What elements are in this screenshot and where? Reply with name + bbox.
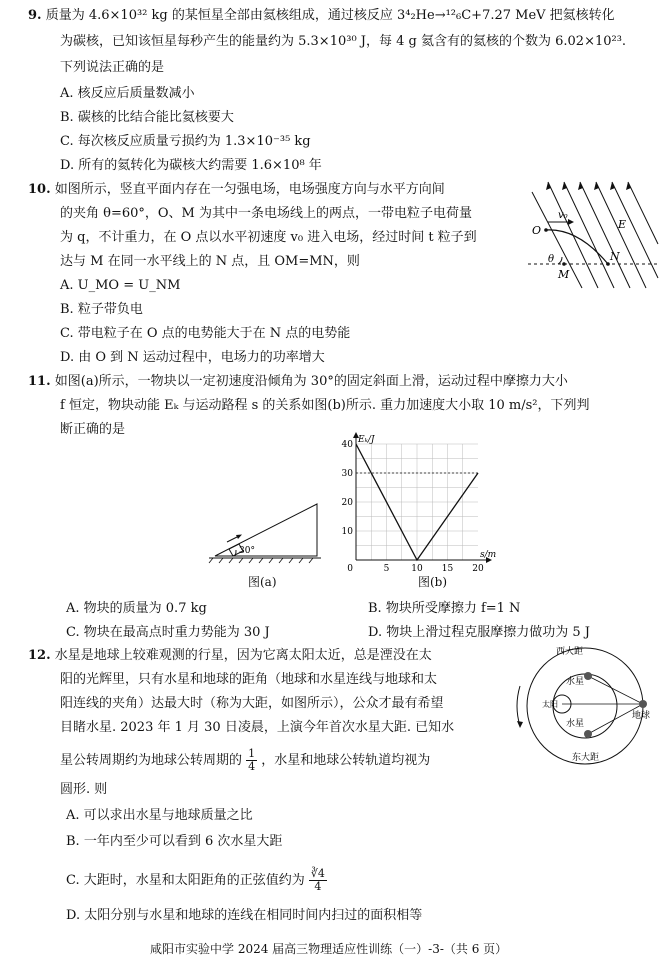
field-arrowheads	[546, 182, 631, 190]
label-mercury-2: 水星	[566, 719, 585, 729]
q11-option-a: A. 物块的质量为 0.7 kg	[66, 601, 207, 616]
orbit-figure	[510, 646, 660, 768]
label-east-elongation: 东大距	[572, 753, 600, 763]
x-tick-label: 15	[441, 564, 454, 574]
fig-a-caption: 图(a)	[248, 575, 277, 589]
q11-option-c: C. 物块在最高点时重力势能为 30 J	[66, 625, 270, 640]
q12-option-a: A. 可以求出水星与地球质量之比	[66, 808, 253, 823]
q10-line1	[28, 182, 445, 198]
label-n: N	[610, 250, 620, 263]
q10-line4: 达与 M 在同一水平线上的 N 点，且 OM=MN，则	[60, 254, 360, 269]
q12-option-b: B. 一年内至少可以看到 6 次水星大距	[66, 834, 283, 849]
angle-label: 30°	[239, 546, 255, 556]
x-tick-label: 20	[472, 564, 484, 574]
particle-trajectory	[546, 230, 608, 264]
v0-arrowhead	[568, 219, 574, 225]
q11-option-b: B. 物块所受摩擦力 f=1 N	[368, 601, 521, 616]
q9-line1	[28, 8, 615, 24]
ek-s-chart	[338, 432, 518, 576]
point-m	[562, 262, 566, 266]
q10-number: 10.	[28, 182, 51, 197]
q10-option-b: B. 粒子带负电	[60, 302, 143, 317]
label-sun: 太阳	[542, 700, 558, 709]
x-tick-label: 10	[411, 564, 423, 574]
west-elongation-line	[588, 676, 643, 704]
q10-line2: 的夹角 θ=60°，O、M 为其中一条电场线上的两点，一带电粒子电荷量	[60, 206, 472, 221]
ground-hatch	[209, 558, 313, 563]
label-v0: v₀	[558, 210, 568, 221]
point-o	[544, 228, 548, 232]
q11-text-1: 如图(a)所示，一物块以一定初速度沿倾角为 30°的固定斜面上滑，运动过程中摩擦力大小	[54, 374, 568, 389]
origin-label: 0	[347, 564, 353, 574]
q10-option-d: D. 由 O 到 N 运动过程中，电场力的功率增大	[60, 350, 325, 365]
q12-line3: 阳连线的夹角）达最大时（称为大距，如图所示），公众才最有希望	[60, 696, 444, 711]
orbit-direction-arrow	[517, 686, 520, 726]
q12-text-1: 水星是地球上较难观测的行星，因为它离太阳太近，总是湮没在太	[54, 648, 432, 663]
label-m: M	[558, 268, 570, 281]
mercury-east	[584, 730, 592, 738]
q12-option-c-fraction	[309, 868, 327, 893]
q10-line3: 为 q，不计重力，在 O 点以水平初速度 v₀ 进入电场，经过时间 t 粒子到	[60, 230, 477, 245]
q9-option-d: D. 所有的氦转化为碳核大约需要 1.6×10⁸ 年	[60, 158, 322, 173]
q11-line2: f 恒定，物块动能 Eₖ 与运动路程 s 的关系如图(b)所示. 重力加速度大小取 10 m/s²，下列判	[60, 398, 590, 413]
q11-line3: 断正确的是	[60, 422, 126, 437]
q12-fraction	[246, 748, 257, 773]
earth	[639, 700, 647, 708]
y-tick-label: 30	[341, 469, 353, 479]
y-tick-label: 40	[341, 440, 353, 450]
q12-frac-num: 1	[248, 747, 256, 760]
q9-number: 9.	[28, 8, 42, 23]
label-mercury-1: 水星	[566, 677, 585, 687]
orbit-direction-arrowhead	[517, 721, 523, 728]
q12-text-5b: ，水星和地球公转轨道均视为	[261, 753, 431, 769]
incline-figure	[205, 500, 323, 564]
y-axis-label: Eₖ/J	[358, 435, 375, 445]
q11-number: 11.	[28, 374, 51, 389]
label-o: O	[532, 224, 542, 237]
label-theta: θ	[548, 254, 555, 265]
q12-text-5a: 星公转周期约为地球公转周期的	[60, 753, 243, 769]
q10-text-1: 如图所示，竖直平面内存在一匀强电场，电场强度方向与水平方向间	[54, 182, 445, 197]
q9-line2: 为碳核，已知该恒星每秒产生的能量约为 5.3×10³⁰ J，每 4 g 氦含有的氦核的个数为 6.02×10²³.	[60, 34, 627, 49]
q12-line2: 阳的光辉里，只有水星和地球的距角（地球和水星连线与地球和太	[60, 672, 438, 687]
q12-line6: 圆形. 则	[60, 782, 108, 797]
q12-line1	[28, 648, 432, 664]
x-tick-label: 5	[383, 564, 390, 574]
q12-option-c-root: ∛4	[310, 867, 325, 880]
velocity-arrowhead	[236, 535, 242, 540]
field-lines	[532, 182, 658, 288]
q10-field-figure	[528, 178, 660, 296]
q9-option-b: B. 碳核的比结合能比氦核要大	[60, 110, 234, 125]
theta-arc	[558, 257, 562, 264]
q12-option-c	[66, 868, 327, 893]
fig-b-caption: 图(b)	[418, 575, 448, 589]
q11-line1	[28, 374, 568, 390]
q12-option-c-den: 4	[314, 880, 322, 894]
q10-option-c: C. 带电粒子在 O 点的电势能大于在 N 点的电势能	[60, 326, 351, 341]
label-e: E	[618, 218, 627, 231]
q9-text-1: 质量为 4.6×10³² kg 的某恒星全部由氦核组成，通过核反应 3⁴₂He→¹²₆C+7.27 MeV 把氦核转化	[45, 8, 615, 23]
q10-option-a: A. U_MO = U_NM	[60, 278, 181, 293]
q12-number: 12.	[28, 648, 51, 663]
q9-line3: 下列说法正确的是	[60, 60, 165, 75]
q12-option-d: D. 太阳分别与水星和地球的连线在相同时间内扫过的面积相等	[66, 908, 423, 923]
mercury-west	[584, 672, 592, 680]
label-earth: 地球	[632, 711, 651, 721]
y-tick-label: 20	[341, 498, 353, 508]
q12-line4: 目睹水星. 2023 年 1 月 30 日凌晨，上演今年首次水星大距. 已知水	[60, 720, 455, 735]
page-footer: 咸阳市实验中学 2024 届高三物理适应性训练（一）-3-（共 6 页）	[150, 942, 508, 956]
q12-line5	[60, 748, 430, 773]
q12-option-c-text: C. 大距时，水星和太阳距角的正弦值约为	[66, 873, 305, 889]
x-axis-label: s/m	[480, 550, 497, 560]
q9-option-a: A. 核反应后质量数减小	[60, 86, 195, 101]
q12-frac-den: 4	[248, 760, 256, 774]
q11-option-d: D. 物块上滑过程克服摩擦力做功为 5 J	[368, 625, 590, 640]
q9-option-c: C. 每次核反应质量亏损约为 1.3×10⁻³⁵ kg	[60, 134, 311, 149]
y-tick-label: 10	[341, 527, 353, 537]
label-west-elongation: 西大距	[556, 647, 584, 657]
